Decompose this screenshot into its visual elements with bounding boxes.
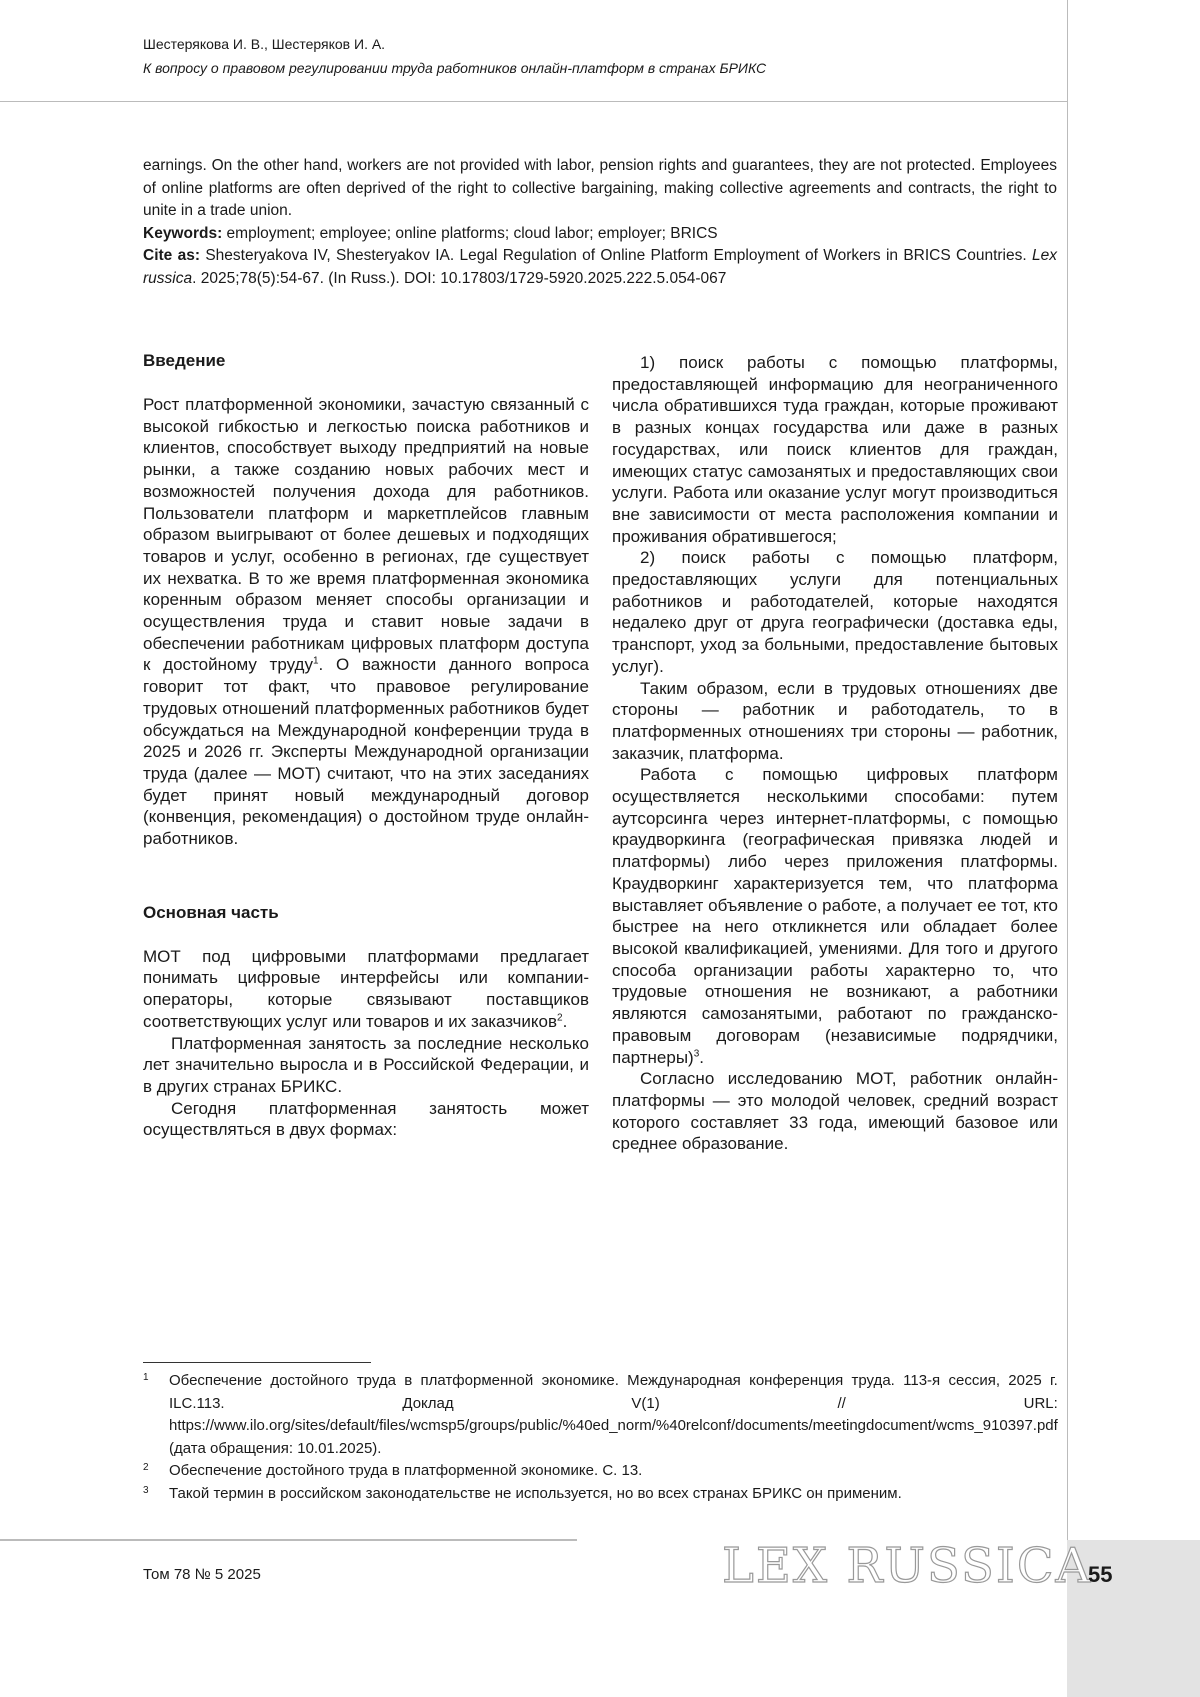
paragraph-text: . О важности данного вопроса говорит тот факт, что правовое регулирование трудовых отношений платформенных работников будет обсуждаться на Международной конференции труда в 2025 и 2026 гг. Эксперты Международной организации труда (далее — МОТ) считают, что на этих заседаниях будет принят новый международный договор (конвенция, рекомендация) о достойном труде онлайн-работников. [143,655,589,849]
keywords [143,223,1057,246]
footnote-ref[interactable]: 1 [312,655,319,667]
paragraph: Согласно исследованию МОТ, работник онлайн-платформы — это молодой человек, средний возраст которого составляет 33 года, имеющий базовое или среднее образование. [612,1069,1058,1154]
footnote-ref[interactable]: 3 [693,1047,700,1059]
header-rule [0,101,1067,102]
cite-label: Cite as: [143,247,200,264]
paragraph: 1) поиск работы с помощью платформы, предоставляющей информацию для неограниченного числа обратившихся туда граждан, которые проживают в разных концах государства или даже в разных государствах, или поиск клиентов для граждан, имеющих статус самозанятых и предоставляющих свои услуги. Работа или оказание услуг могут производиться вне зависимости от места расположения компании и проживания обратившегося; [612,353,1058,546]
heading-main-part: Основная часть [143,902,279,922]
paragraph: Сегодня платформенная занятость может осуществляться в двух формах: [143,1098,589,1140]
keywords-text: employment; employee; online platforms; cloud labor; employer; BRICS [222,224,718,242]
footnote [143,1370,1057,1460]
footer-rule [0,1539,577,1541]
keywords-label: Keywords: [143,224,223,242]
journal-logo: LEX RUSSICA [722,1538,1093,1594]
cite-journal: Lex russica [143,247,1057,287]
paragraph: Таким образом, если в трудовых отношениях две стороны — работник и работодатель, то в платформенных отношениях три стороны — работник, заказчик, платформа. [612,678,1058,763]
margin-divider [1067,0,1068,1540]
issue-info: Том 78 № 5 2025 [143,1566,261,1583]
paragraph-text: Работа с помощью цифровых платформ осуществляется несколькими способами: путем аутсорсинга через интернет-платформы, с помощью краудворкинга (географическая привязка людей и платформы) либо через приложения платформы. Краудворкинг характеризуется тем, что платформа выставляет объявление о работе, а получает ее тот, кто быстрее на него откликнется или обладает более высокой квалификацией, умениями. Для того и другого способа организации работы характерно то, что трудовые отношения не возникают, а работники являются самозанятыми, работают по гражданско-правовым договорам (независимые подрядчики, партнеры) [612,765,1058,1067]
footnote-number: 3 [143,1484,149,1496]
right-column [612,352,1058,1155]
cite-text: Shesteryakova IV, Shesteryakov IA. Legal Regulation of Online Platform Employment of Workers in BRICS Countries. [200,247,1032,264]
paragraph [612,764,1058,1068]
page-number: 55 [1088,1562,1113,1587]
paragraph-text: . [699,1047,705,1067]
paragraph [143,394,589,850]
footnote-text: Обеспечение достойного труда в платформенной экономике. Международная конференция труда. 113-я сессия, 2025 г. ILC.113. Доклад V(1) // URL: https://www.ilo.org/sites/default/files/wcmsp5/groups/public/%40ed_norm/%40relconf/documents/meetingdocument/wcms_910397.pdf (дата обращения: 10.01.2025). [169,1372,1058,1457]
header-authors: Шестерякова И. В., Шестеряков И. А. [143,36,386,52]
cite-doi: . 2025;78(5):54-67. (In Russ.). DOI: 10.17803/1729-5920.2025.222.5.054-067 [192,269,727,287]
running-header [143,32,766,80]
paragraph: 2) поиск работы с помощью платформ, предоставляющих услуги для потенциальных работников и работодателей, которые находятся недалеко друг от друга географически (доставка еды, транспорт, уход за больными, предоставление бытовых услуг). [612,548,1058,676]
left-column [143,350,589,1141]
footnote-text: Обеспечение достойного труда в платформенной экономике. С. 13. [169,1462,643,1479]
cite-as [143,245,1057,290]
paragraph-text: . [562,1011,568,1031]
paragraph-text: Рост платформенной экономики, зачастую связанный с высокой гибкостью и легкостью поиска работников и клиентов, способствует выходу предприятий на новые рынки, а также созданию новых рабочих мест и возможностей получения дохода для работников. Пользователи платформ и маркетплейсов главным образом выигрывают от более дешевых и подходящих товаров и услуг, особенно в регионах, где существует их нехватка. В то же время платформенная экономика коренным образом меняет способы организации и осуществления труда и ставит новые задачи в обеспечении работникам цифровых платформ доступа к достойному труду [143,395,589,675]
footnote [143,1460,1057,1483]
abstract-text: earnings. On the other hand, workers are not provided with labor, pension rights and guarantees, they are not protected. Employees of online platforms are often deprived of the right to collective bargaining, making collective agreements and contracts, the right to unite in a trade union. [143,157,1057,219]
footnotes [143,1370,1057,1505]
heading-introduction: Введение [143,351,226,370]
footnote-number: 1 [143,1372,149,1383]
footnote-ref[interactable]: 2 [557,1012,563,1024]
abstract [143,155,1057,290]
paragraph-text: МОТ под цифровыми платформами предлагает понимать цифровые интерфейсы или компании-операторы, которые связывают поставщиков соответствующих услуг или товаров и их заказчиков [143,946,589,1031]
footnote-rule [143,1362,371,1363]
header-title: К вопросу о правовом регулировании труда работников онлайн-платформ в странах БРИКС [143,60,767,76]
footnote [143,1483,1057,1506]
paragraph [143,946,589,1033]
paragraph: Платформенная занятость за последние несколько лет значительно выросла и в Российской Федерации, и в других странах БРИКС. [143,1033,589,1096]
footnote-number: 2 [143,1462,149,1473]
footnote-text: Такой термин в российском законодательстве не используется, но во всех странах БРИКС он применим. [169,1484,902,1502]
